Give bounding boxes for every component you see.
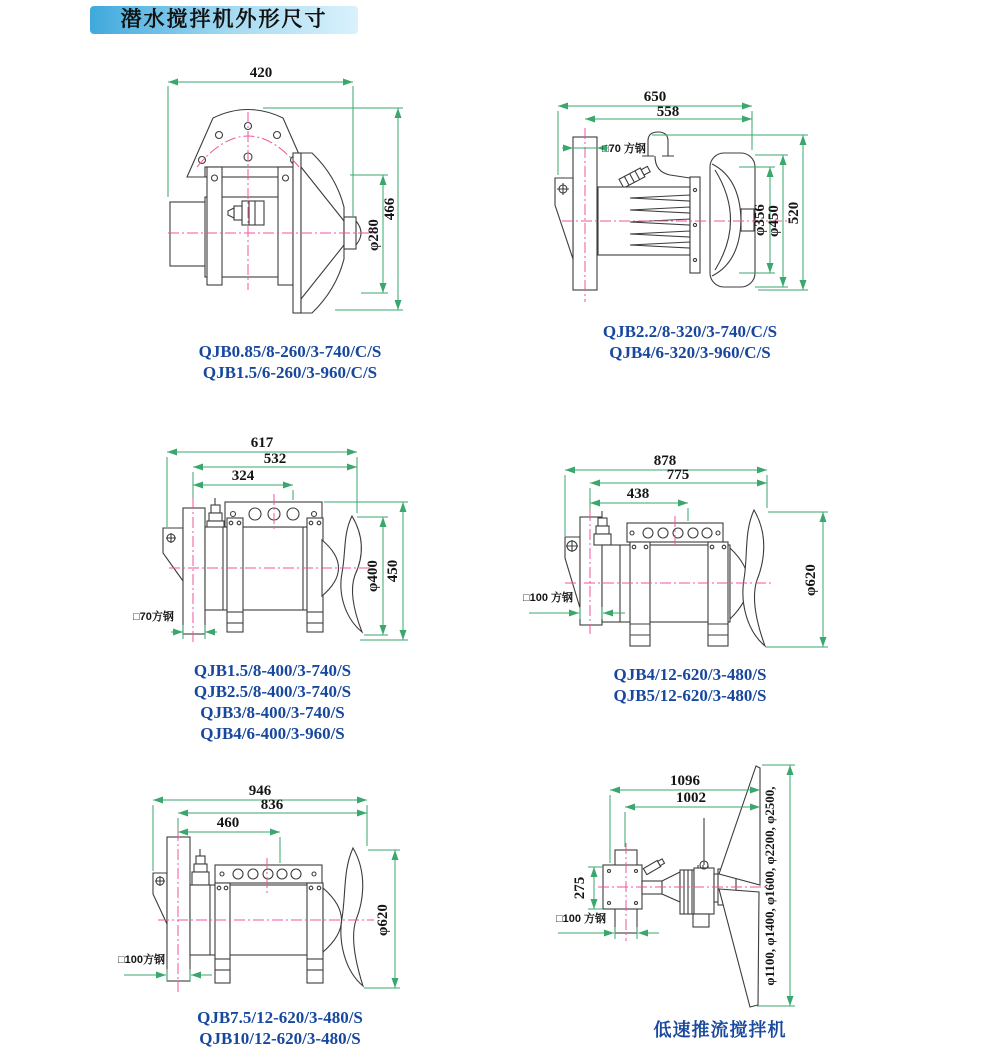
steel-note: □100方钢 — [118, 954, 165, 966]
model-list-qjb-260 — [150, 341, 430, 383]
model-label: QJB7.5/12-620/3-480/S — [197, 1008, 363, 1027]
model-label: QJB4/12-620/3-480/S — [613, 665, 767, 684]
machine-body — [153, 837, 363, 986]
dim-label-overall-height: 450 — [385, 559, 401, 583]
steel-note: □70 方钢 — [602, 143, 646, 155]
figure-qjb-400 — [125, 428, 437, 675]
dim-label-plate-width: 438 — [626, 486, 650, 502]
figure-qjb-620-large — [112, 768, 442, 1020]
model-list-qjb-400 — [130, 660, 415, 744]
dim-label-overall-height: 520 — [786, 201, 802, 225]
model-label: QJB1.5/8-400/3-740/S — [193, 661, 352, 680]
model-label: QJB0.85/8-260/3-740/C/S — [198, 342, 382, 361]
dim-label-body-width: 532 — [263, 451, 287, 467]
figure-qjb-260 — [145, 55, 455, 352]
dim-label-overall-width: 650 — [643, 89, 667, 105]
dim-label-mount-height: 275 — [572, 876, 588, 900]
dim-label-prop-dia: φ620 — [375, 904, 391, 936]
figure-qjb-620 — [515, 438, 850, 673]
dim-label-overall-height: 466 — [382, 197, 398, 221]
drawing-qjb-400-icon — [125, 428, 437, 670]
dim-label-prop-dia: φ400 — [365, 560, 381, 592]
dim-label-body-width: 775 — [666, 467, 690, 483]
dim-label-overall-width: 946 — [248, 783, 272, 799]
dim-label-ring-dia: φ450 — [766, 205, 782, 237]
figure-caption: 低速推流搅拌机 — [653, 1020, 787, 1040]
figure-low-speed-mixer — [528, 755, 863, 1022]
dim-label-prop-dia: φ356 — [752, 204, 768, 236]
model-label: QJB5/12-620/3-480/S — [613, 686, 767, 705]
drawing-low-speed-mixer-icon — [528, 755, 863, 1017]
dim-label-prop-dia: φ280 — [366, 219, 382, 251]
drawing-qjb-620-icon — [515, 438, 850, 668]
dim-label-body-width: 1002 — [676, 790, 706, 806]
steel-note: □100 方钢 — [556, 913, 607, 925]
dim-label-body-width: 836 — [260, 797, 284, 813]
dim-label-plate-width: 460 — [216, 815, 240, 831]
model-label: QJB4/6-320/3-960/C/S — [609, 343, 771, 362]
model-list-qjb-620 — [540, 664, 840, 706]
dim-label-overall-width: 617 — [250, 435, 274, 451]
figure-qjb-320 — [532, 78, 842, 338]
model-label: QJB4/6-400/3-960/S — [200, 724, 345, 743]
model-label: QJB10/12-620/3-480/S — [199, 1029, 361, 1048]
dim-label-overall-width: 420 — [249, 65, 273, 81]
model-label: QJB3/8-400/3-740/S — [200, 703, 345, 722]
steel-note: □100 方钢 — [523, 592, 574, 604]
dim-label-prop-dia: φ620 — [803, 564, 819, 596]
model-label: QJB1.5/6-260/3-960/C/S — [202, 363, 378, 382]
machine-body — [565, 510, 765, 646]
drawing-qjb-260-icon — [145, 55, 455, 347]
model-list-qjb-320 — [550, 321, 830, 363]
model-list-qjb-620-large — [135, 1007, 425, 1049]
model-label: QJB2.2/8-320/3-740/C/S — [602, 322, 778, 341]
drawing-qjb-620-large-icon — [112, 768, 442, 1015]
model-label: QJB2.5/8-400/3-740/S — [193, 682, 352, 701]
dim-label-plate-width: 324 — [231, 468, 255, 484]
steel-note: □70方钢 — [133, 611, 174, 623]
dim-label-body-width: 558 — [656, 104, 680, 120]
dim-label-overall-width: 878 — [653, 453, 677, 469]
page-title: 潜水搅拌机外形尺寸 — [90, 6, 358, 34]
dim-label-overall-width: 1096 — [670, 773, 700, 789]
dim-label-prop-diameters: φ1100, φ1400, φ1600, φ2200, φ2500, — [762, 786, 777, 986]
drawing-qjb-320-icon — [532, 78, 842, 333]
